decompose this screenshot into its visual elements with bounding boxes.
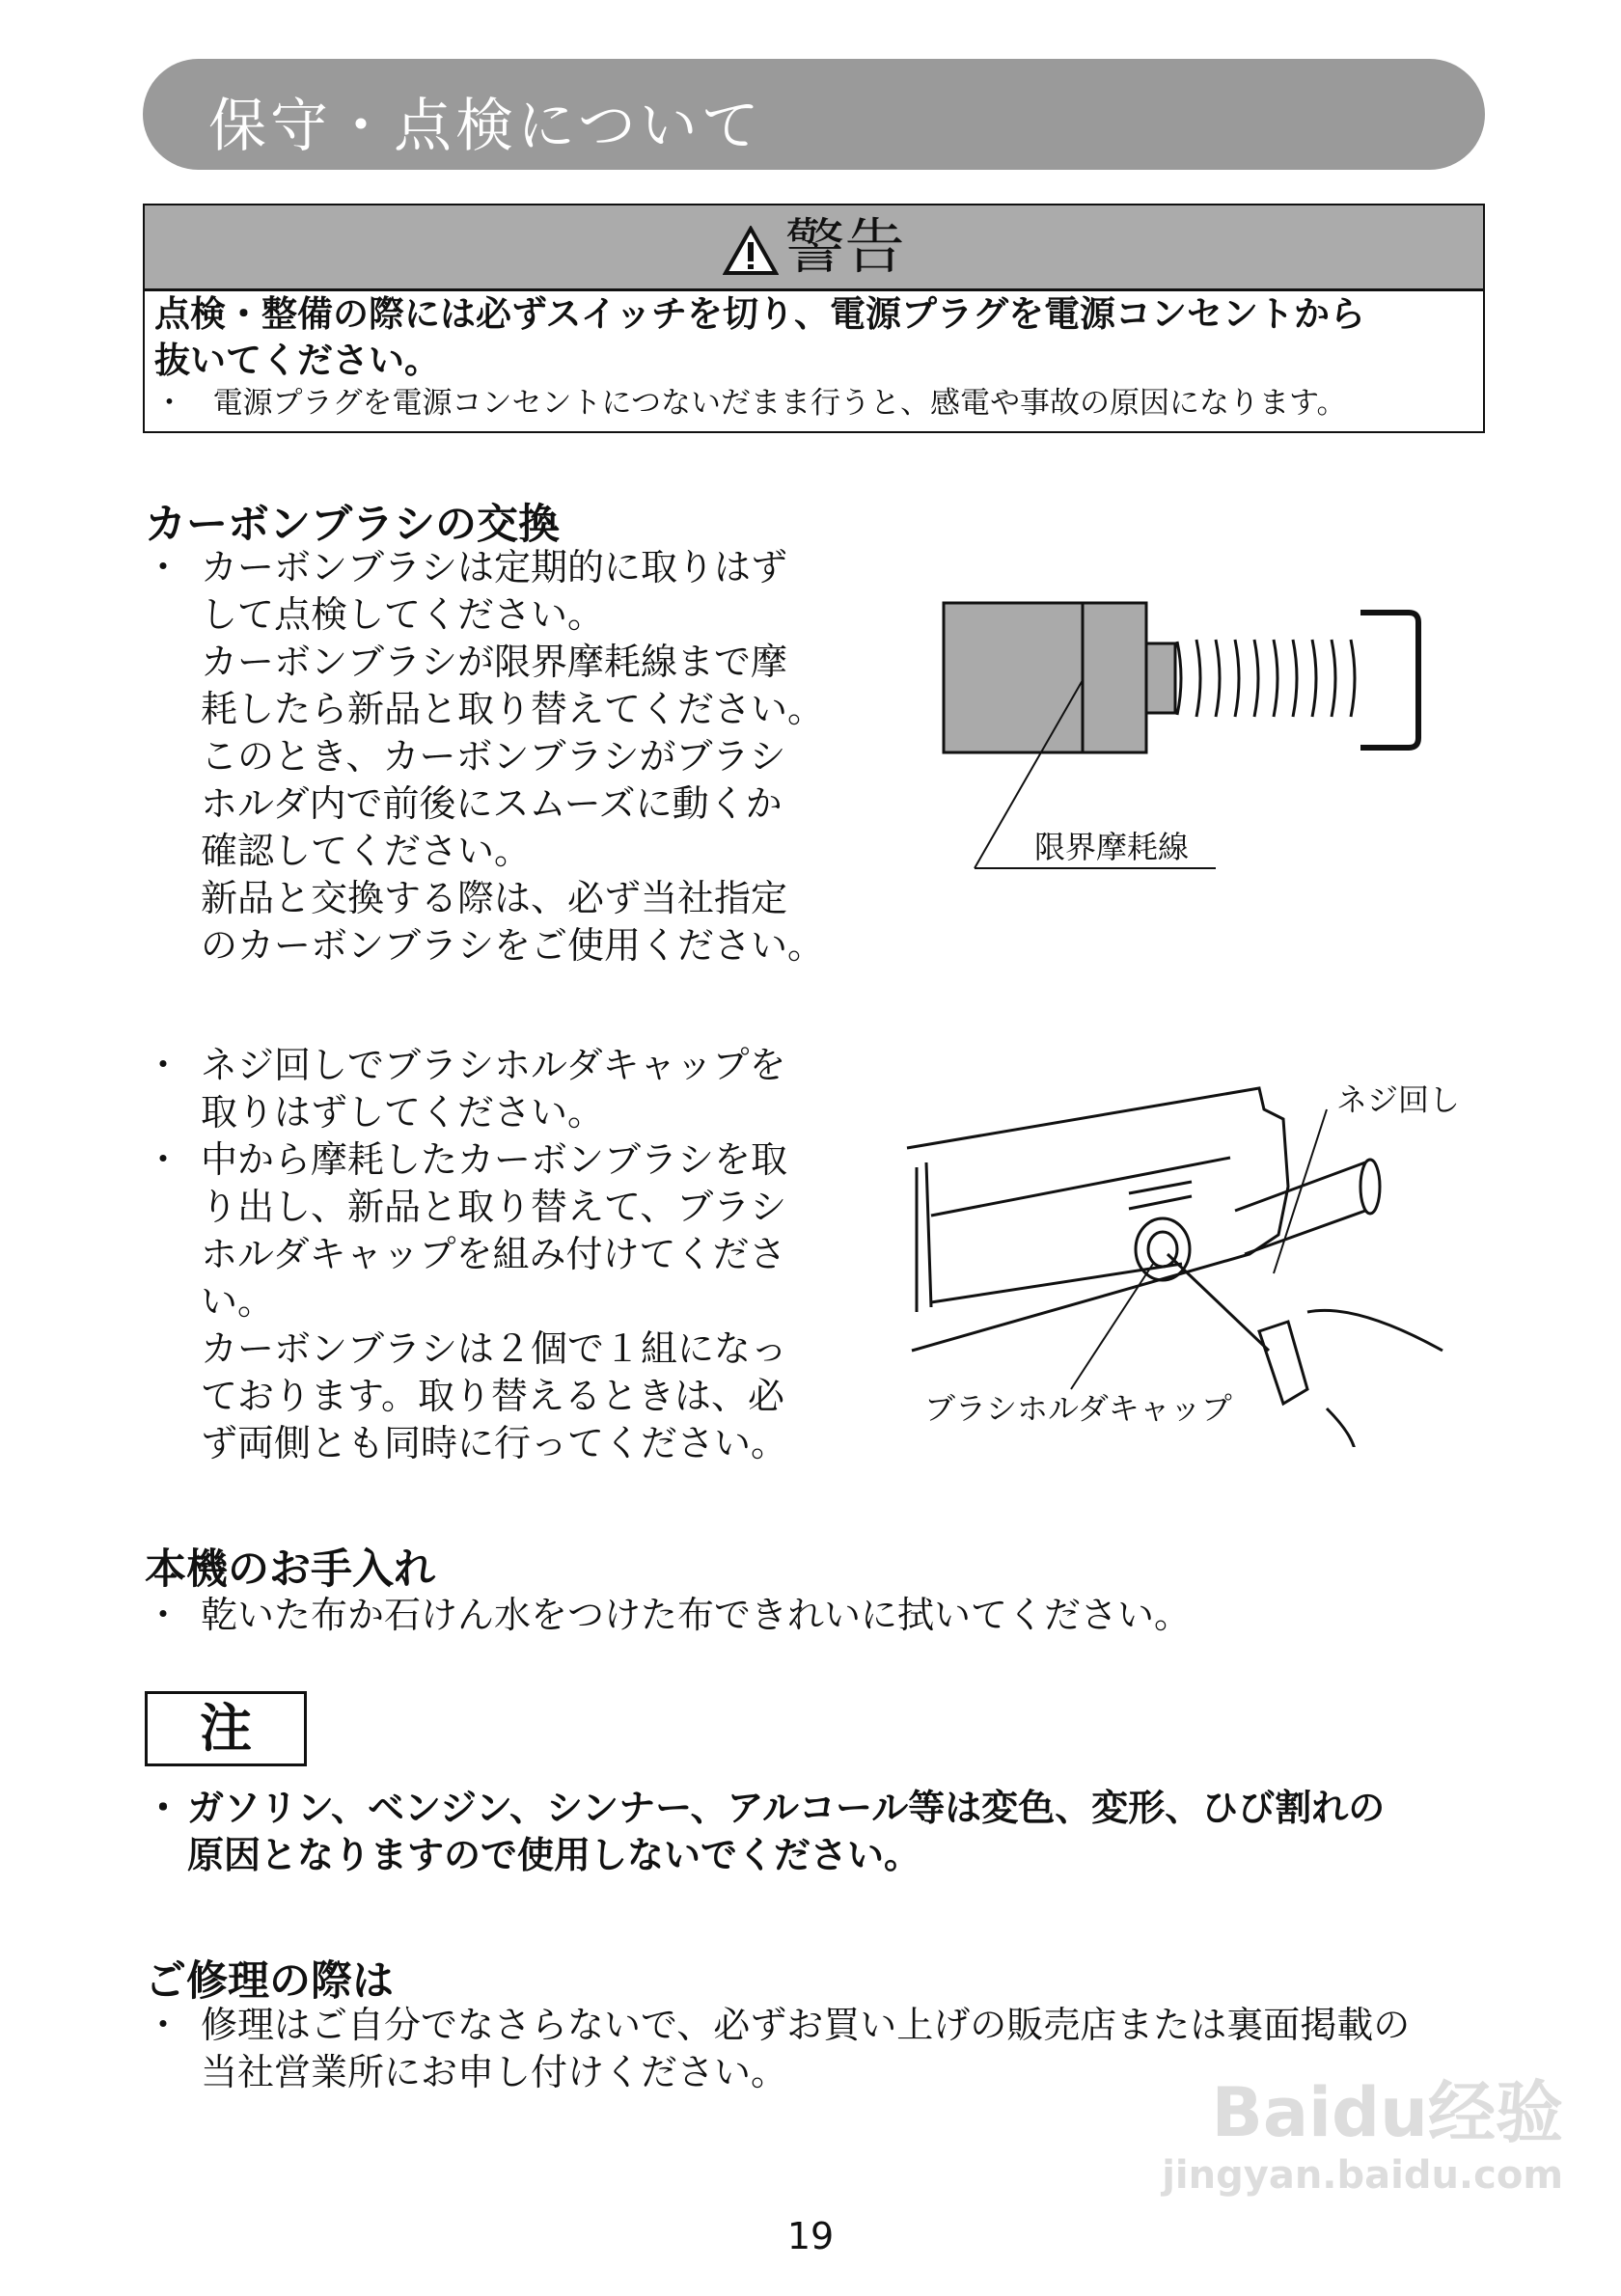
warning-bold-line: 点検・整備の際には必ずスイッチを切り、電源プラグを電源コンセントから [154,293,1366,335]
warning-heading: 警告 [784,211,905,282]
title-bar [143,59,1485,170]
warning-box [143,204,1485,433]
section-heading-repair: ご修理の際は [145,1957,394,2006]
brush-holder-cap-label: ブラシホルダキャップ [924,1390,1232,1427]
baidu-watermark: Baidu经验 jingyan.baidu.com [1162,2073,1563,2198]
repair-text: ・ 修理はご自分でなさらないで、必ずお買い上げの販売店または裏面掲載の 当社営業所にお申し付けください。 [145,2004,1411,2093]
section-heading-brush: カーボンブラシの交換 [145,501,560,549]
brush-steps: ・ ネジ回しでブラシホルダキャップを 取りはずしてください。 ・ 中から摩耗したカーボンブラシを取 り出し、新品と取り替えて、ブラシ ホルダキャップを組み付けてくださ い。 カーボンブラシは２個で１組になっ ております。取り替えるときは、必 ず両側とも同時に行ってください。 [145,1044,788,1464]
note-label: 注 [145,1691,307,1766]
screwdriver-label: ネジ回し [1336,1081,1461,1118]
brush-para1: ・ カーボンブラシは定期的に取りはず して点検してください。 カーボンブラシが限界摩耗線まで摩 耗したら新品と取り替えてください。 このとき、カーボンブラシがブラシ ホルダ内で前後にスムーズに動くか 確認してください。 新品と交換する際は、必ず当社指定 のカーボンブラシをご使用ください。 [145,546,825,967]
page-title: 保守・点検について [208,93,763,160]
warning-bold-line: 抜いてください。 [154,340,440,381]
note-text: ・ ガソリン、ベンジン、シンナー、アルコール等は変色、変形、ひび割れの 原因となりますので使用しないでください。 [145,1787,1386,1876]
warning-note: ・ 電源プラグを電源コンセントにつないだまま行うと、感電や事故の原因になります。 [154,386,1347,421]
care-text: ・ 乾いた布か石けん水をつけた布できれいに拭いてください。 [145,1594,1192,1636]
page-number: 19 [786,2215,835,2257]
section-heading-care: 本機のお手入れ [145,1545,435,1594]
limit-wear-line-label: 限界摩耗線 [1034,829,1190,865]
warning-header [145,205,1483,291]
warning-triangle-icon [723,226,779,276]
